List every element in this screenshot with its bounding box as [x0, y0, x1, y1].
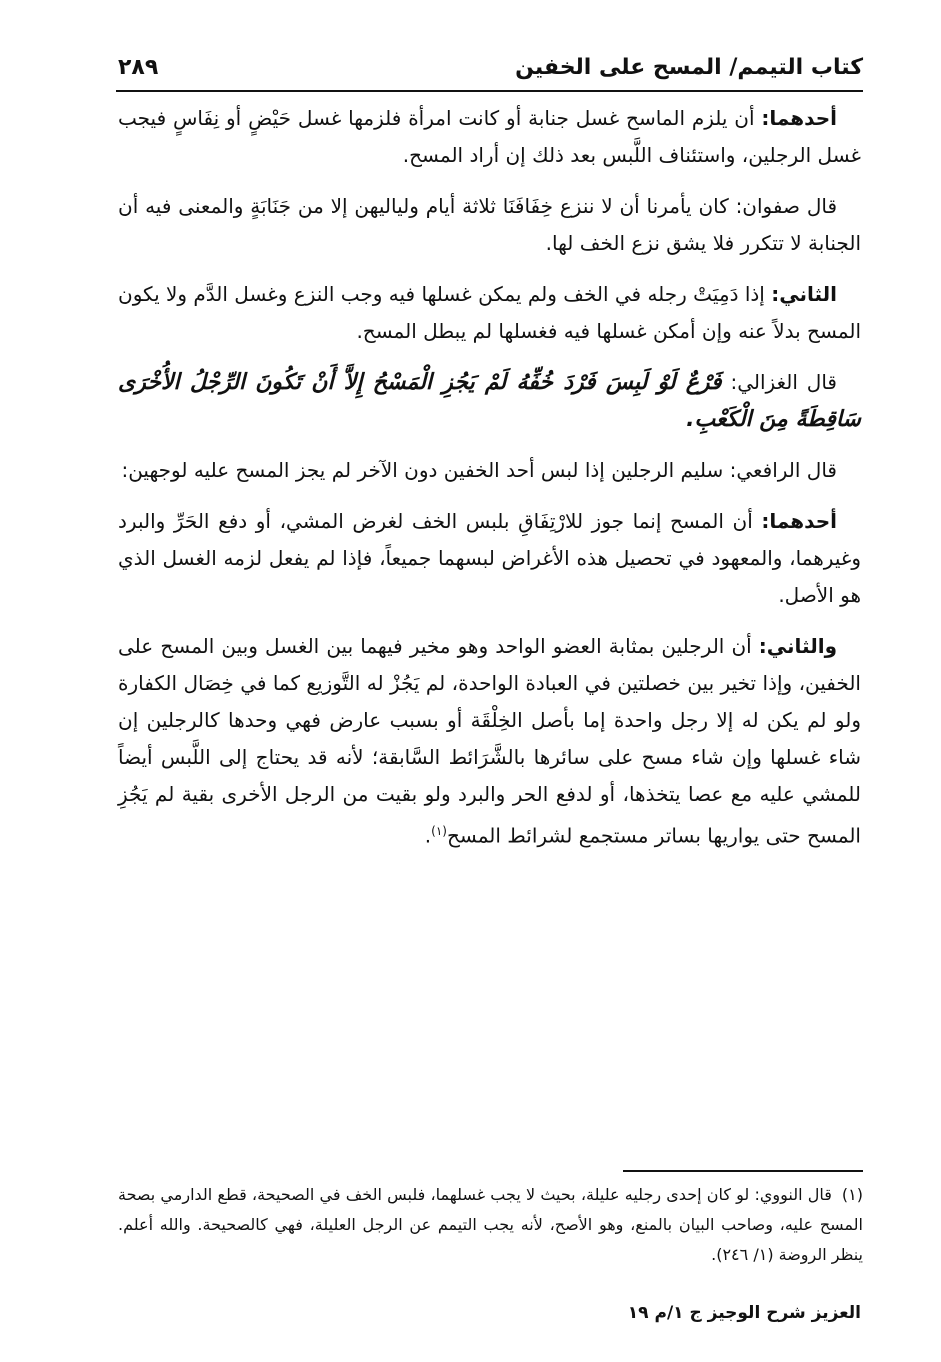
footnote	[118, 1180, 863, 1270]
paragraph-lead: أحدهما:	[761, 509, 837, 533]
paragraph-text: أن الرجلين بمثابة العضو الواحد وهو مخير فيهما بين الغسل وبين المسح على الخفين، وإذا تخير بين خصلتين في العبادة الواحدة، لم يَجُزْ له التَّوزيع كما في خِصَال الكفارة ولو لم يكن له إلا رجل واحدة إما بأصل الخِلْقَة أو بسبب عارض فهي وحدها كالرجلين إن شاء غسلها وإن شاء مسح على سائرها بالشَّرَائط السَّابقة؛ لأنه قد يحتاج إلى اللَّبس أيضاً للمشي عليه مع عصا يتخذها، أو لدفع الحر والبرد ولو بقيت من الرجل الأخرى بقية لم يَجُزِ المسح حتى يواريها بساتر مستجمع لشرائط المسح	[118, 634, 861, 848]
paragraph-tail: .	[424, 823, 432, 848]
footnote-rule	[623, 1170, 863, 1172]
paragraph-4	[118, 364, 861, 438]
paragraph-5	[118, 452, 861, 489]
footnote-text: قال النووي: لو كان إحدى رجليه عليلة، بحيث لا يجب غسلهما، فلبس الخف في الصحيحة، قطع الدارمي بصحة المسح عليه، وصاحب البيان بالمنع، وهو الأصح، لأنه يجب التيمم عن الرجل العليلة، فهي كالصحيحة. والله أعلم. ينظر الروضة (١/ ٢٤٦).	[118, 1185, 863, 1264]
paragraph-text: أن المسح إنما جوز للارْتِفَاقِ بلبس الخف لغرض المشي، أو دفع الحَرِّ والبرد وغيرهما، والمعهود في تحصيل هذه الأغراض لبسهما جميعاً، فإذا لم يفعل لزمه الغسل الذي هو الأصل.	[118, 509, 861, 607]
paragraph-text: قال الرافعي: سليم الرجلين إذا لبس أحد الخفين دون الآخر لم يجز المسح عليه لوجهين:	[121, 458, 837, 482]
paragraph-lead: أحدهما:	[761, 106, 837, 130]
paragraph-3	[118, 276, 861, 350]
quoted-text: فَرْعٌ لَوْ لَبِسَ فَرْدَ خُفِّهُ لَمْ يَجُزِ الْمَسْحُ إِلاَّ أَنْ تَكُونَ الرِّجْلُ الأُخْرَى سَاقِطَةً مِنَ الْكَعْبِ.	[118, 370, 861, 432]
page-footer: العزيز شرح الوجيز ج ١/م ١٩	[627, 1303, 861, 1323]
paragraph-text: أن يلزم الماسح غسل جنابة أو كانت امرأة فلزمها غسل حَيْضٍ أو نِفَاسٍ فيجب غسل الرجلين، واستئناف اللَّبس بعد ذلك إن أراد المسح.	[118, 106, 861, 167]
paragraph-7	[118, 628, 861, 855]
header-rule	[116, 90, 863, 92]
footnote-number: (١)	[841, 1185, 863, 1204]
running-header	[118, 44, 863, 90]
chapter-title: كتاب التيمم/ المسح على الخفين	[515, 54, 863, 80]
paragraph-text: إذا دَمِيَتْ رجله في الخف ولم يمكن غسلها فيه وجب النزع وغسل الدَّم ولا يكون المسح بدلاً عنه وإن أمكن غسلها فيه فغسلها لم يبطل المسح.	[118, 282, 861, 343]
page-number: ٢٨٩	[118, 54, 159, 80]
paragraph-2	[118, 188, 861, 262]
main-text	[118, 100, 861, 869]
paragraph-lead: قال الغزالي:	[721, 370, 837, 394]
paragraph-6	[118, 503, 861, 614]
paragraph-lead: والثاني:	[758, 634, 837, 658]
paragraph-1	[118, 100, 861, 174]
paragraph-lead: الثاني:	[771, 282, 837, 306]
paragraph-text: قال صفوان: كان يأمرنا أن لا ننزع خِفَافَنَا ثلاثة أيام ولياليهن إلا من جَنَابَةٍ والمعنى فيه أن الجنابة لا تتكرر فلا يشق نزع الخف لها.	[118, 194, 861, 255]
footnote-reference: (١)	[431, 824, 447, 838]
